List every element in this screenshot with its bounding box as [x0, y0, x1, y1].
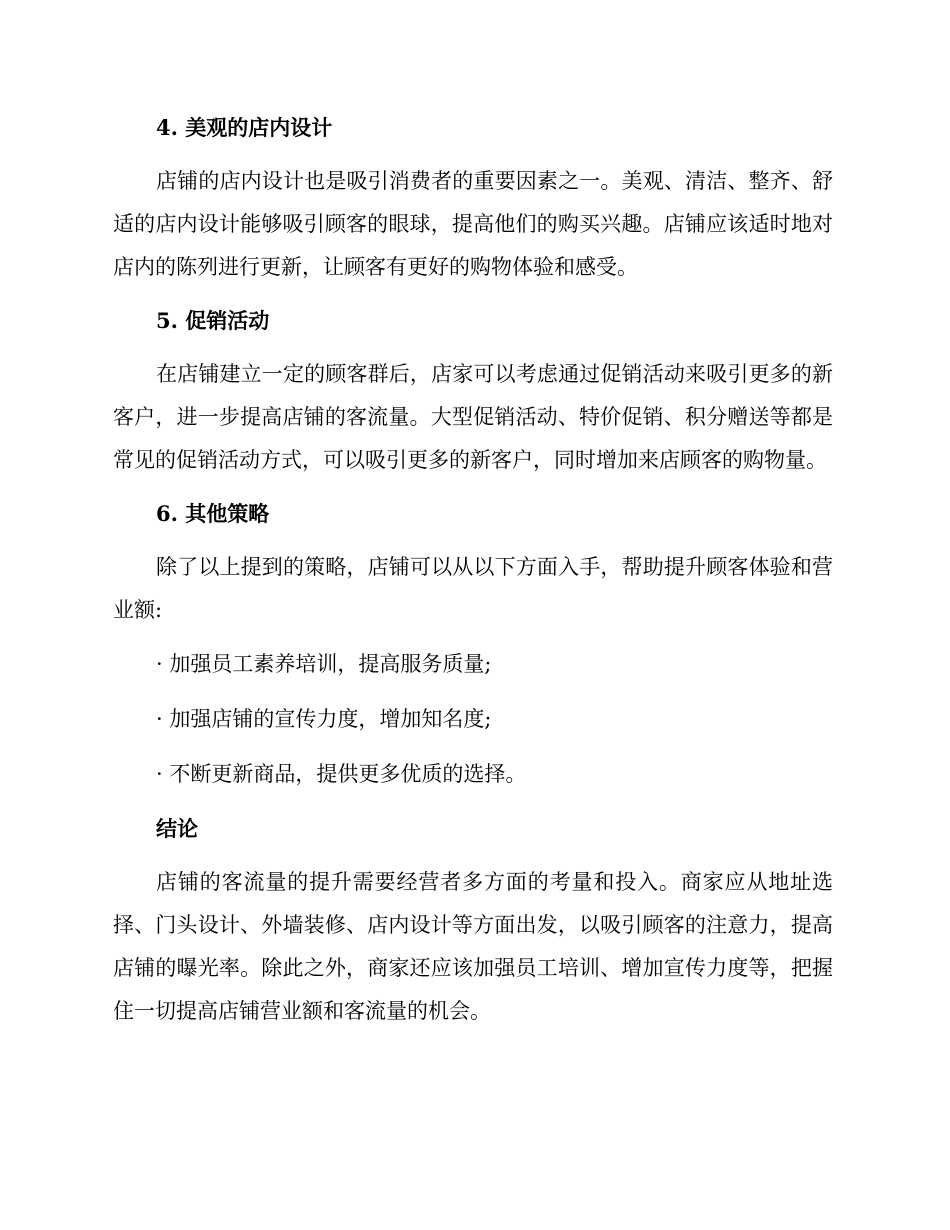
section-heading-store-design: 4. 美观的店内设计: [156, 115, 333, 140]
bullet-item-publicity: · 加强店铺的宣传力度，增加知名度;: [156, 707, 492, 731]
bullet-item-product-update: · 不断更新商品，提供更多优质的选择。: [156, 762, 527, 786]
bullet-item-staff-training: · 加强员工素养培训，提高服务质量;: [156, 652, 492, 676]
section-body-other-strategies: 除了以上提到的策略，店铺可以从以下方面入手，帮助提升顾客体验和营业额:: [113, 555, 833, 622]
section-body-store-design: 店铺的店内设计也是吸引消费者的重要因素之一。美观、清洁、整齐、舒适的店内设计能够吸引顾客的眼球，提高他们的购买兴趣。店铺应该适时地对店内的陈列进行更新，让顾客有更好的购物体验和感受。: [113, 169, 833, 279]
section-body-promotions: 在店铺建立一定的顾客群后，店家可以考虑通过促销活动来吸引更多的新客户，进一步提高店铺的客流量。大型促销活动、特价促销、积分赠送等都是常见的促销活动方式，可以吸引更多的新客户，同时增加来店顾客的购物量。: [113, 362, 833, 472]
section-body-conclusion: 店铺的客流量的提升需要经营者多方面的考量和投入。商家应从地址选择、门头设计、外墙装修、店内设计等方面出发，以吸引顾客的注意力，提高店铺的曝光率。除此之外，商家还应该加强员工培训、增加宣传力度等，把握住一切提高店铺营业额和客流量的机会。: [113, 870, 833, 1023]
document-page: [113, 108, 833, 1045]
section-heading-conclusion: 结论: [156, 816, 198, 841]
section-heading-promotions: 5. 促销活动: [156, 308, 270, 333]
section-heading-other-strategies: 6. 其他策略: [156, 501, 270, 526]
